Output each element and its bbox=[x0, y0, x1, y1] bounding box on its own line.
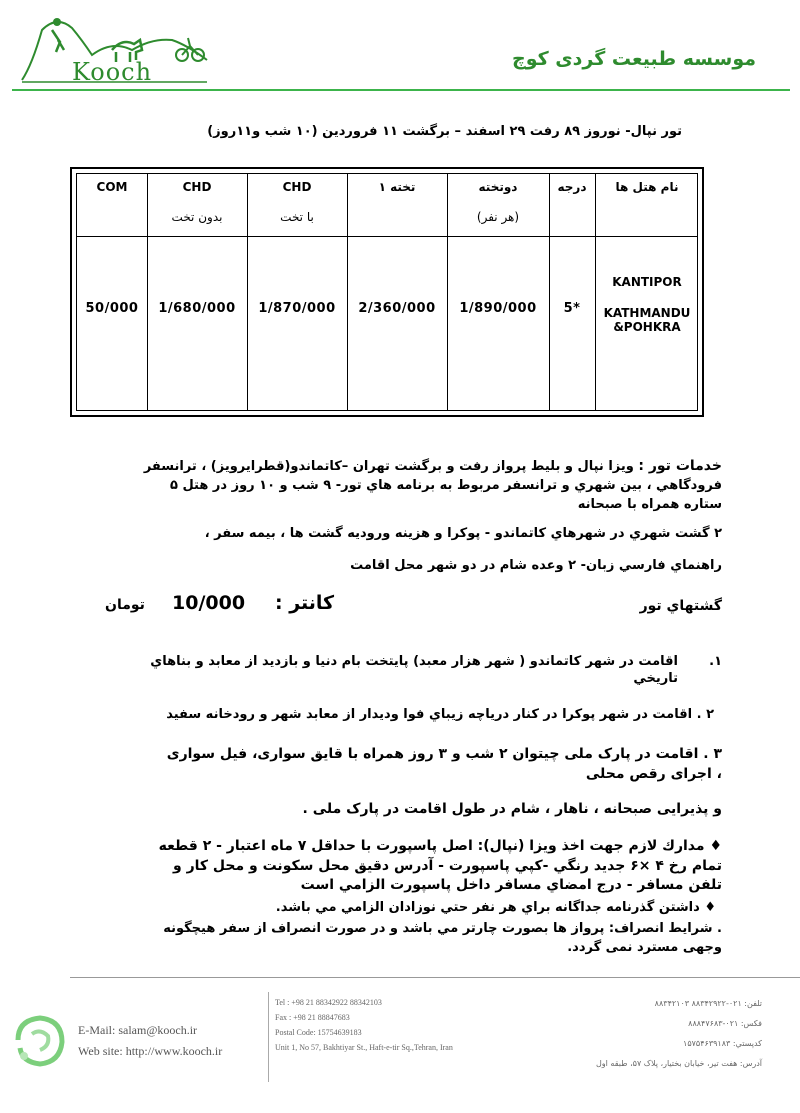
website-link[interactable]: Web site: http://www.kooch.ir bbox=[78, 1044, 223, 1058]
docs-line-3: تلفن مسافر - درج امضاي مسافر داخل پاسپورت الزامي است bbox=[300, 877, 722, 893]
passport-note: ♦ داشتن گذرنامه جداگانه براي هر نفر حتي نوزادان الزامي مي باشد. bbox=[275, 900, 716, 915]
header-double: دوتخته bbox=[478, 180, 518, 194]
price-table-inner bbox=[76, 173, 698, 411]
hotel-city: &POHKRA bbox=[613, 320, 681, 334]
footer-address-en bbox=[275, 995, 453, 1055]
header-divider bbox=[12, 89, 790, 91]
tour-title: تور نپال- نوروز ۸۹ رفت ۲۹ اسفند – برگشت ۱۱ فروردین (۱۰ شب و۱۱روز) bbox=[207, 124, 682, 139]
services-label: خدمات تور : bbox=[638, 458, 722, 474]
col-divider bbox=[347, 174, 348, 410]
hotel-name: KANTIPOR bbox=[612, 275, 682, 289]
counter-label: كانتر : bbox=[275, 592, 335, 614]
value-single: 2/360/000 bbox=[358, 301, 436, 316]
header-hotel: نام هتل ها bbox=[615, 180, 679, 194]
program-item-1: اقامت در شهر كاتماندو ( شهر هزار معبد) پايتخت بام دنيا و بازديد از معابد و بناهاي bbox=[150, 654, 678, 669]
services-line-4: ۲ گشت شهري در شهرهاي كاتماندو - پوكرا و هزينه وروديه گشت ها ، بيمه سفر ، bbox=[204, 526, 722, 541]
excursions-label: گشتهاي تور bbox=[639, 598, 722, 614]
header-double-sub: (هر نفر) bbox=[476, 210, 520, 224]
footer-divider bbox=[70, 977, 800, 978]
services-line-2: فرودگاهي ، بين شهري و ترانسفر مربوط به برنامه هاي تور- ۹ شب و ۱۰ روز در هتل ۵ bbox=[169, 478, 722, 493]
logo-text: Kooch bbox=[72, 58, 153, 86]
value-double: 1/890/000 bbox=[459, 301, 537, 316]
value-chd-bed: 1/870/000 bbox=[258, 301, 336, 316]
docs-line-1: ♦ مدارك لازم جهت اخذ ويزا (نپال): اصل پاسپورت با حداقل ۷ ماه اعتبار - ۲ قطعه bbox=[158, 838, 722, 854]
fax-fa: فكس: ۰۲۱-۸۸۸۴۷۶۸۳ bbox=[688, 1019, 762, 1028]
value-grade: 5* bbox=[563, 301, 581, 316]
value-hotel bbox=[595, 269, 699, 334]
counter-value: 10/000 bbox=[172, 592, 246, 614]
currency-label: تومان bbox=[105, 597, 145, 613]
program-item-2: ۲ . اقامت در شهر پوكرا در كنار درياچه زيباي فوا وديدار از معابد شهر و رودخانه سفيد bbox=[166, 707, 714, 722]
tel-en: Tel : +98 21 88342922 88342103 bbox=[275, 998, 382, 1007]
col-divider bbox=[549, 174, 550, 410]
tel-fa: تلفن: ۰۲۱-۸۸۳۴۲۹۲۲ ۸۸۳۴۲۱۰۳ bbox=[654, 999, 762, 1008]
kooch-logo bbox=[12, 10, 212, 90]
price-table bbox=[70, 167, 704, 417]
header-chd-nobed: CHD bbox=[182, 180, 212, 194]
cancel-line-1: . شرايط انصراف: پرواز ها بصورت چارتر مي باشد و در صورت انصراف از سفر هیچگونه bbox=[163, 921, 722, 936]
header-single: ۱ تخته bbox=[378, 180, 416, 194]
program-item-3: ۳ . اقامت در پارک ملی چیتوان ۲ شب و ۳ روز همراه با قایق سواری، فیل سواری bbox=[166, 746, 722, 762]
header-chd-bed: CHD bbox=[282, 180, 312, 194]
program-item-1-num: ۱. bbox=[709, 654, 722, 669]
address-fa: آدرس: هفت تیر، خیابان بختیار، پلاک ۵۷، طبقه اول bbox=[595, 1059, 762, 1068]
services-line-1: خدمات تور : ويزا نپال و بليط پرواز رفت و برگشت تهران –كاتماندو(قطرايرويز) ، ترانسفر bbox=[143, 458, 722, 474]
footer-separator bbox=[268, 992, 269, 1082]
cancel-line-2: وجهی مسترد نمی گردد. bbox=[567, 940, 722, 955]
header-com: COM bbox=[96, 180, 128, 194]
address-en: Unit 1, No 57, Bakhtiyar St., Haft-e-tir Sq.,Tehran, Iran bbox=[275, 1043, 453, 1052]
postal-fa: كدپستي: ۱۵۷۵۴۶۳۹۱۸۳ bbox=[683, 1039, 762, 1048]
header-grade: درجه bbox=[557, 180, 587, 194]
footer-logo-icon bbox=[10, 1010, 70, 1072]
docs-line-2: تمام رخ ۴ ×۶ جديد رنگي -كپي پاسپورت - آدرس دقيق محل سكونت و محل كار و bbox=[173, 858, 722, 874]
program-item-1-cont: تاريخي bbox=[633, 671, 678, 686]
org-title: موسسه طبیعت گردی کوچ bbox=[512, 48, 756, 70]
fax-en: Fax : +98 21 88847683 bbox=[275, 1013, 350, 1022]
footer-address-fa bbox=[596, 994, 762, 1074]
value-chd-nobed: 1/680/000 bbox=[158, 301, 236, 316]
email-link[interactable]: E-Mail: salam@kooch.ir bbox=[78, 1023, 198, 1037]
hotel-city: KATHMANDU bbox=[603, 306, 691, 320]
program-item-4: و پذیرایی صبحانه ، ناهار ، شام در طول اقامت در پارک ملی . bbox=[302, 801, 722, 817]
services-line-3: ستاره همراه با صبحانه bbox=[577, 497, 722, 512]
value-com: 50/000 bbox=[85, 301, 139, 316]
services-line-5: راهنماي فارسي زبان- ۲ وعده شام در دو شهر محل اقامت bbox=[350, 558, 722, 573]
program-item-3-cont: ، اجرای رقص محلی bbox=[585, 766, 722, 782]
header-chd-bed-sub: با تخت bbox=[280, 210, 314, 224]
postal-en: Postal Code: 15754639183 bbox=[275, 1028, 362, 1037]
header-chd-nobed-sub: بدون تخت bbox=[171, 210, 223, 224]
header-row-divider bbox=[77, 236, 697, 237]
footer-web-contacts bbox=[78, 1020, 222, 1062]
